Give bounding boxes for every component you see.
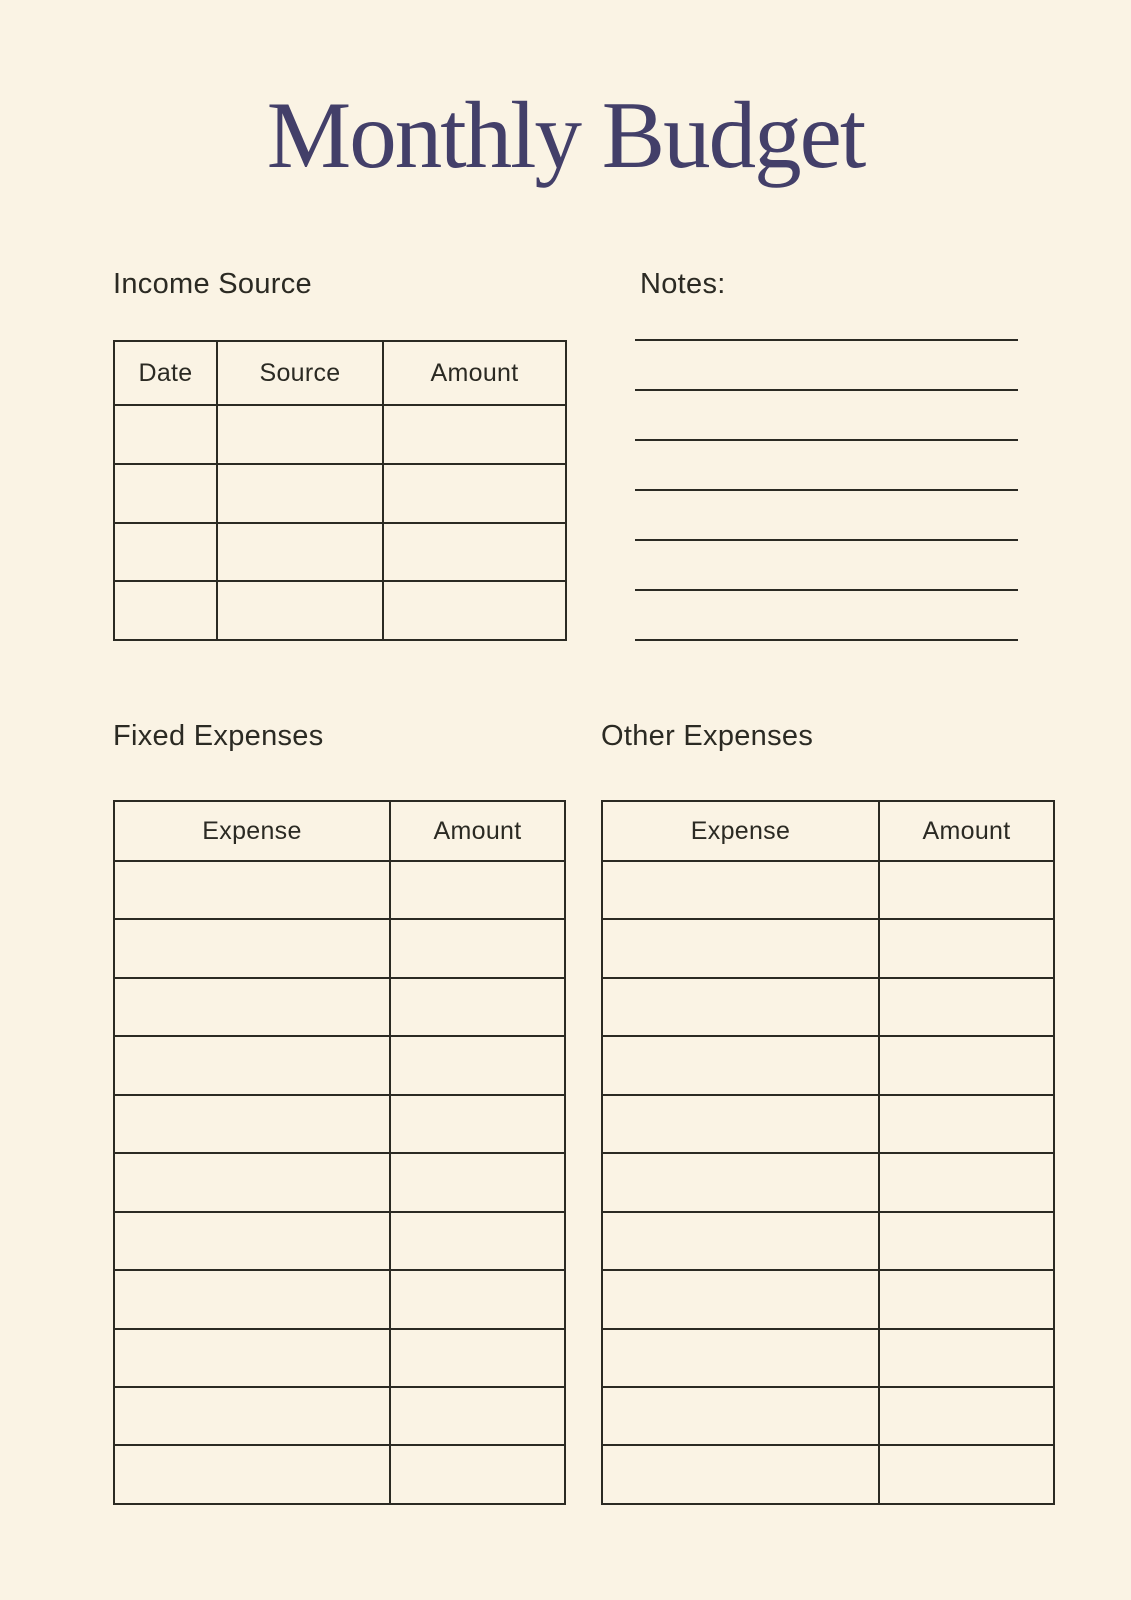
table-cell[interactable] — [114, 523, 217, 582]
table-row — [114, 1036, 565, 1094]
notes-lines — [635, 291, 1018, 641]
table-cell[interactable] — [114, 1036, 390, 1094]
table-cell[interactable] — [879, 1153, 1054, 1211]
table-row — [114, 1270, 565, 1328]
column-header: Date — [114, 341, 217, 405]
table-row — [114, 919, 565, 977]
table-cell[interactable] — [114, 1153, 390, 1211]
table-row — [602, 978, 1054, 1036]
table-cell[interactable] — [602, 1270, 879, 1328]
table-cell[interactable] — [879, 1036, 1054, 1094]
table-cell[interactable] — [879, 978, 1054, 1036]
table-cell[interactable] — [114, 978, 390, 1036]
table-cell[interactable] — [390, 1445, 565, 1503]
table-cell[interactable] — [217, 581, 383, 640]
table-cell[interactable] — [114, 1212, 390, 1270]
table-cell[interactable] — [879, 1329, 1054, 1387]
table-cell[interactable] — [390, 978, 565, 1036]
table-cell[interactable] — [602, 1095, 879, 1153]
table-cell[interactable] — [114, 405, 217, 464]
table-cell[interactable] — [602, 1036, 879, 1094]
table-cell[interactable] — [602, 1329, 879, 1387]
fixed-expenses-heading: Fixed Expenses — [113, 720, 324, 752]
table-cell[interactable] — [879, 1212, 1054, 1270]
table-row — [114, 1153, 565, 1211]
note-line[interactable] — [635, 291, 1018, 341]
table-row — [114, 523, 566, 582]
table-cell[interactable] — [383, 581, 566, 640]
table-cell[interactable] — [602, 861, 879, 919]
table-cell[interactable] — [383, 523, 566, 582]
table-row — [602, 1036, 1054, 1094]
table-row — [602, 1270, 1054, 1328]
table-cell[interactable] — [390, 1387, 565, 1445]
table-row — [602, 1212, 1054, 1270]
table-cell[interactable] — [383, 464, 566, 523]
note-line[interactable] — [635, 391, 1018, 441]
table-cell[interactable] — [114, 1329, 390, 1387]
table-cell[interactable] — [114, 919, 390, 977]
table-cell[interactable] — [114, 1095, 390, 1153]
column-header: Source — [217, 341, 383, 405]
column-header: Amount — [390, 801, 565, 861]
column-header: Expense — [114, 801, 390, 861]
table-row — [114, 1212, 565, 1270]
note-line[interactable] — [635, 441, 1018, 491]
table-cell[interactable] — [390, 861, 565, 919]
other-expenses-table — [601, 800, 1055, 1505]
table-row — [602, 1445, 1054, 1503]
table-row — [602, 1095, 1054, 1153]
income-section-heading: Income Source — [113, 268, 312, 300]
table-row — [114, 581, 566, 640]
income-table-header-row — [114, 341, 566, 405]
table-row — [602, 919, 1054, 977]
table-row — [114, 1387, 565, 1445]
table-cell[interactable] — [383, 405, 566, 464]
note-line[interactable] — [635, 341, 1018, 391]
table-cell[interactable] — [602, 919, 879, 977]
table-row — [114, 978, 565, 1036]
table-row — [114, 1095, 565, 1153]
table-row — [114, 1445, 565, 1503]
page-title: Monthly Budget — [266, 82, 865, 188]
table-cell[interactable] — [602, 1212, 879, 1270]
note-line[interactable] — [635, 491, 1018, 541]
table-cell[interactable] — [602, 1387, 879, 1445]
table-cell[interactable] — [217, 523, 383, 582]
table-cell[interactable] — [114, 1445, 390, 1503]
table-row — [114, 861, 565, 919]
fixed-expenses-table — [113, 800, 566, 1505]
table-row — [602, 1387, 1054, 1445]
table-row — [602, 1329, 1054, 1387]
table-cell[interactable] — [217, 405, 383, 464]
table-row — [114, 405, 566, 464]
table-cell[interactable] — [602, 1153, 879, 1211]
table-cell[interactable] — [114, 1270, 390, 1328]
table-cell[interactable] — [879, 1387, 1054, 1445]
table-cell[interactable] — [879, 1445, 1054, 1503]
table-cell[interactable] — [390, 1153, 565, 1211]
table-cell[interactable] — [602, 978, 879, 1036]
table-cell[interactable] — [390, 1329, 565, 1387]
table-cell[interactable] — [602, 1445, 879, 1503]
table-cell[interactable] — [114, 581, 217, 640]
table-cell[interactable] — [879, 919, 1054, 977]
table-cell[interactable] — [390, 919, 565, 977]
column-header: Amount — [383, 341, 566, 405]
table-cell[interactable] — [879, 1095, 1054, 1153]
note-line[interactable] — [635, 541, 1018, 591]
table-row — [602, 1153, 1054, 1211]
other-expenses-header-row — [602, 801, 1054, 861]
table-cell[interactable] — [114, 861, 390, 919]
table-cell[interactable] — [390, 1036, 565, 1094]
table-row — [114, 464, 566, 523]
table-cell[interactable] — [114, 1387, 390, 1445]
table-cell[interactable] — [879, 1270, 1054, 1328]
table-cell[interactable] — [390, 1095, 565, 1153]
note-line[interactable] — [635, 591, 1018, 641]
table-row — [602, 861, 1054, 919]
table-cell[interactable] — [114, 464, 217, 523]
table-row — [114, 1329, 565, 1387]
other-expenses-heading: Other Expenses — [601, 720, 814, 752]
column-header: Expense — [602, 801, 879, 861]
notes-section-heading: Notes: — [640, 268, 726, 300]
column-header: Amount — [879, 801, 1054, 861]
table-cell[interactable] — [390, 1212, 565, 1270]
table-cell[interactable] — [390, 1270, 565, 1328]
table-cell[interactable] — [217, 464, 383, 523]
income-table — [113, 340, 567, 641]
fixed-expenses-header-row — [114, 801, 565, 861]
table-cell[interactable] — [879, 861, 1054, 919]
